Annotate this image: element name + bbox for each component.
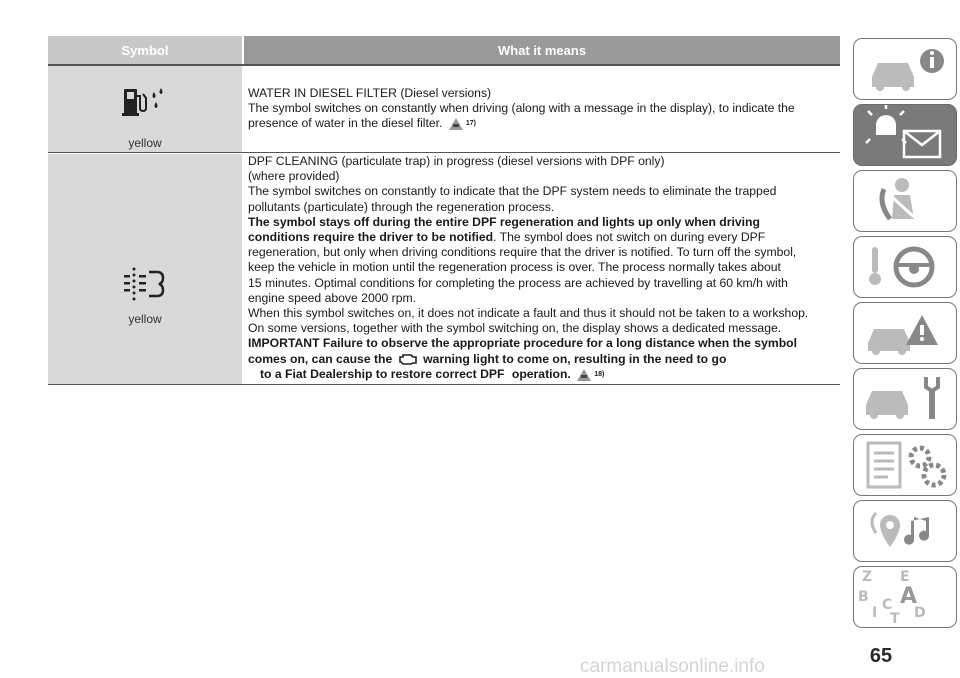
row-text (248, 116, 840, 131)
tab-multimedia[interactable] (853, 500, 957, 562)
meaning-cell (248, 86, 840, 132)
table-row (48, 66, 840, 153)
table-header (48, 36, 840, 66)
svg-text:I: I (872, 605, 878, 621)
row-text: 15 minutes. Optimal conditions for completing the process are achieved by travelling at 60 km/h with (248, 275, 788, 290)
row-text: keep the vehicle in motion until the regeneration process is over. The process normally takes about (248, 260, 781, 275)
tab-index[interactable] (853, 566, 957, 628)
footnote-ref: 17) (465, 120, 476, 128)
row-bold-text: The symbol stays off during the entire DPF regeneration and lights up only when driving (248, 214, 760, 229)
car-info-icon (854, 39, 956, 99)
row-title: WATER IN DIESEL FILTER (Diesel versions) (248, 86, 492, 100)
row-bold-text: conditions require the driver to be notified (248, 230, 494, 245)
maintenance-icon (854, 369, 956, 429)
starting-driving-icon (854, 237, 956, 297)
multimedia-icon (854, 501, 956, 561)
header-symbol: Symbol (48, 36, 242, 64)
row-text: . The symbol does not switch on during every DPF (493, 230, 766, 245)
row-text: On some versions, together with the symbol switching on, the display shows a dedicated message. (248, 321, 782, 336)
symbol-color-label: yellow (128, 136, 162, 150)
symbol-color-label: yellow (128, 312, 162, 326)
row-text: regeneration, but only when driving conditions require that the driver is notified. To turn off the symbol, (248, 245, 797, 260)
svg-text:B: B (858, 589, 869, 605)
header-meaning: What it means (244, 36, 840, 64)
important-text (248, 367, 840, 382)
row-title: DPF CLEANING (particulate trap) in progress (diesel versions with DPF only) (248, 154, 665, 168)
tab-emergency[interactable] (853, 302, 957, 364)
svg-text:Z: Z (862, 569, 873, 585)
index-icon (854, 567, 956, 627)
important-text-part: to a Fiat Dealership to restore correct DPF (260, 366, 505, 381)
svg-text:D: D (914, 605, 926, 621)
safety-airbag-icon (854, 171, 956, 231)
important-text-part: operation. (511, 366, 571, 381)
warning-triangle-icon (576, 368, 592, 382)
symbol-cell (48, 154, 242, 384)
row-text: engine speed above 2000 rpm. (248, 290, 417, 305)
important-text-part: warning light to come on, resulting in the need to go (423, 351, 727, 366)
svg-text:T: T (890, 611, 900, 627)
row-text-end: presence of water in the diesel filter. (248, 116, 443, 131)
engine-warning-icon (398, 353, 418, 365)
svg-text:C: C (882, 597, 893, 613)
footnote-ref: 18) (594, 371, 605, 379)
row-text: pollutants (particulate) through the regeneration process. (248, 199, 555, 214)
page-number: 65 (869, 645, 893, 667)
svg-text:E: E (900, 569, 910, 585)
row-text (248, 230, 840, 245)
emergency-icon (854, 303, 956, 363)
dpf-filter-icon (122, 266, 170, 302)
important-text-part: comes on, can cause the (248, 351, 393, 366)
watermark: carmanualsonline.info (580, 656, 765, 677)
tab-maintenance[interactable] (853, 368, 957, 430)
technical-data-icon (854, 435, 956, 495)
important-text: IMPORTANT Failure to observe the appropriate procedure for a long distance when the symbol (248, 336, 797, 351)
warning-triangle-icon (448, 117, 464, 131)
tab-technical-data[interactable] (853, 434, 957, 496)
tab-driving[interactable] (853, 236, 957, 298)
important-text (248, 352, 840, 367)
row-text: When this symbol switches on, it does not indicate a fault and thus it should not be taken to a workshop. (248, 306, 809, 321)
svg-text:A: A (900, 584, 918, 609)
tab-car-info[interactable] (853, 38, 957, 100)
row-text: (where provided) (248, 169, 340, 184)
tab-warning-lights[interactable] (853, 104, 957, 166)
meaning-cell (248, 154, 840, 382)
row-text: The symbol switches on constantly to indicate that the DPF system needs to eliminate the trapped (248, 184, 777, 199)
tab-safety[interactable] (853, 170, 957, 232)
row-text: The symbol switches on constantly when driving (along with a message in the display), to indicate the (248, 101, 795, 116)
warning-lights-icon (854, 105, 956, 165)
table-row (48, 154, 840, 385)
fuel-pump-water-drops-icon (120, 86, 168, 118)
symbol-cell (48, 66, 242, 152)
